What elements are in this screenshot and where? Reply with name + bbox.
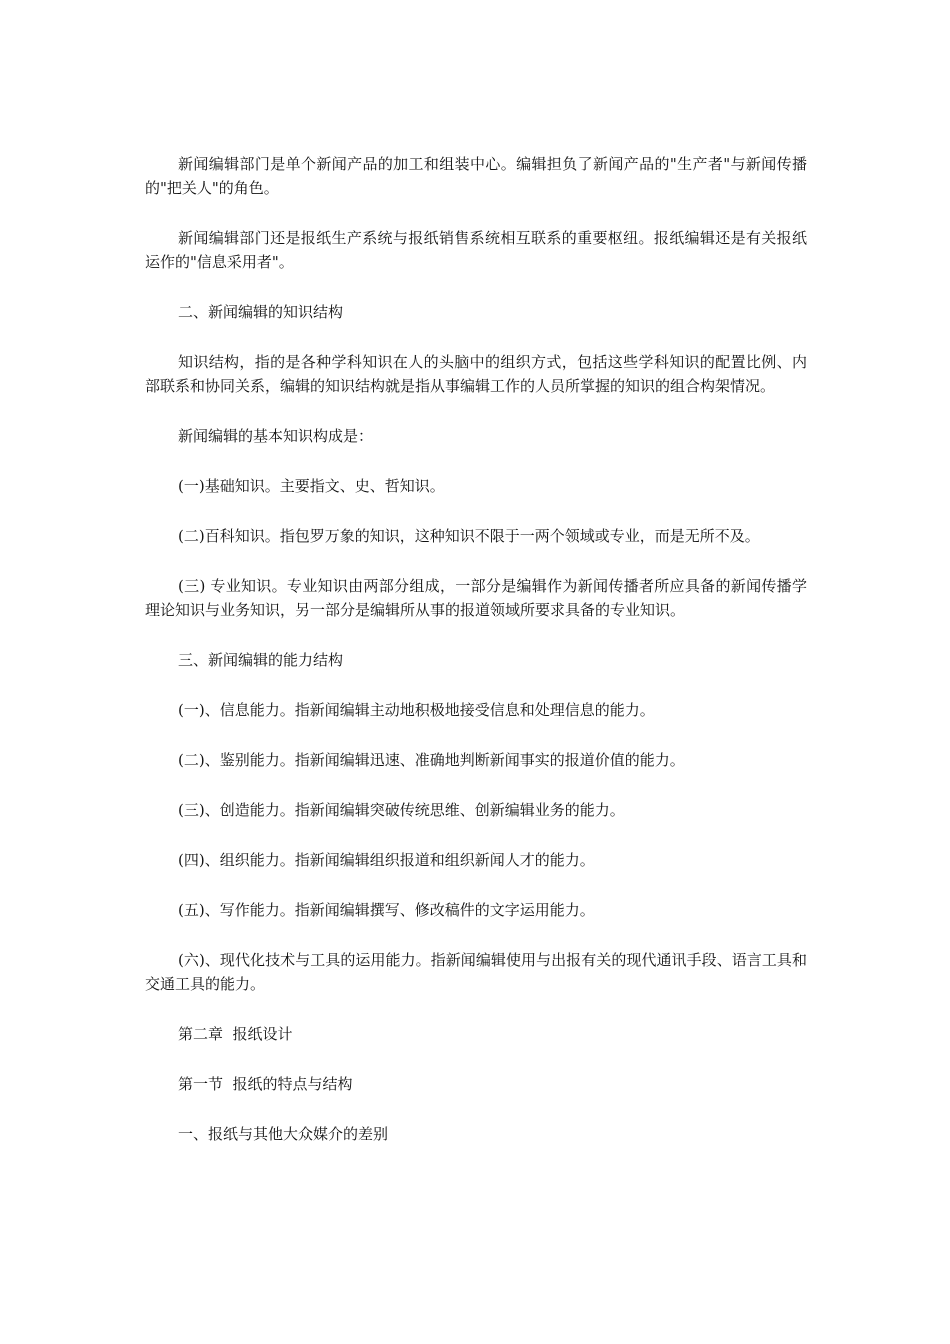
- heading-ability-structure: 三、新闻编辑的能力结构: [178, 651, 344, 669]
- paragraph-editing-center: 新闻编辑部门是单个新闻产品的加工和组装中心。编辑担负了新闻产品的"生产者"与新闻传播的"把关人"的角色。: [145, 155, 807, 197]
- list-item-organizing-ability: (四)、组织能力。指新闻编辑组织报道和组织新闻人才的能力。: [178, 851, 595, 869]
- list-item-technology-ability: (六)、现代化技术与工具的运用能力。指新闻编辑使用与出报有关的现代通讯手段、语言工具和交通工具的能力。: [145, 951, 807, 993]
- list-item-basic-knowledge: (一)基础知识。主要指文、史、哲知识。: [178, 477, 445, 495]
- document-body: [145, 152, 807, 1172]
- list-item-professional-knowledge: (三) 专业知识。专业知识由两部分组成，一部分是编辑作为新闻传播者所应具备的新闻传播学理论知识与业务知识，另一部分是编辑所从事的报道领域所要求具备的专业知识。: [145, 577, 807, 619]
- paragraph-basic-knowledge-intro: 新闻编辑的基本知识构成是：: [178, 427, 374, 445]
- list-item-writing-ability: (五)、写作能力。指新闻编辑撰写、修改稿件的文字运用能力。: [178, 901, 595, 919]
- heading-chapter-two: 第二章 报纸设计: [178, 1025, 293, 1043]
- heading-media-differences: 一、报纸与其他大众媒介的差别: [178, 1125, 389, 1143]
- list-item-encyclopedic-knowledge: (二)百科知识。指包罗万象的知识，这种知识不限于一两个领域或专业，而是无所不及。: [178, 527, 760, 545]
- paragraph-editing-hub: 新闻编辑部门还是报纸生产系统与报纸销售系统相互联系的重要枢纽。报纸编辑还是有关报纸运作的"信息采用者"。: [145, 229, 807, 271]
- heading-knowledge-structure: 二、新闻编辑的知识结构: [178, 303, 344, 321]
- paragraph-knowledge-definition: 知识结构，指的是各种学科知识在人的头脑中的组织方式，包括这些学科知识的配置比例、内部联系和协同关系，编辑的知识结构就是指从事编辑工作的人员所掌握的知识的组合构架情况。: [145, 353, 807, 395]
- heading-section-one: 第一节 报纸的特点与结构: [178, 1075, 353, 1093]
- list-item-discernment-ability: (二)、鉴别能力。指新闻编辑迅速、准确地判断新闻事实的报道价值的能力。: [178, 751, 685, 769]
- list-item-creative-ability: (三)、创造能力。指新闻编辑突破传统思维、创新编辑业务的能力。: [178, 801, 625, 819]
- list-item-information-ability: (一)、信息能力。指新闻编辑主动地积极地接受信息和处理信息的能力。: [178, 701, 655, 719]
